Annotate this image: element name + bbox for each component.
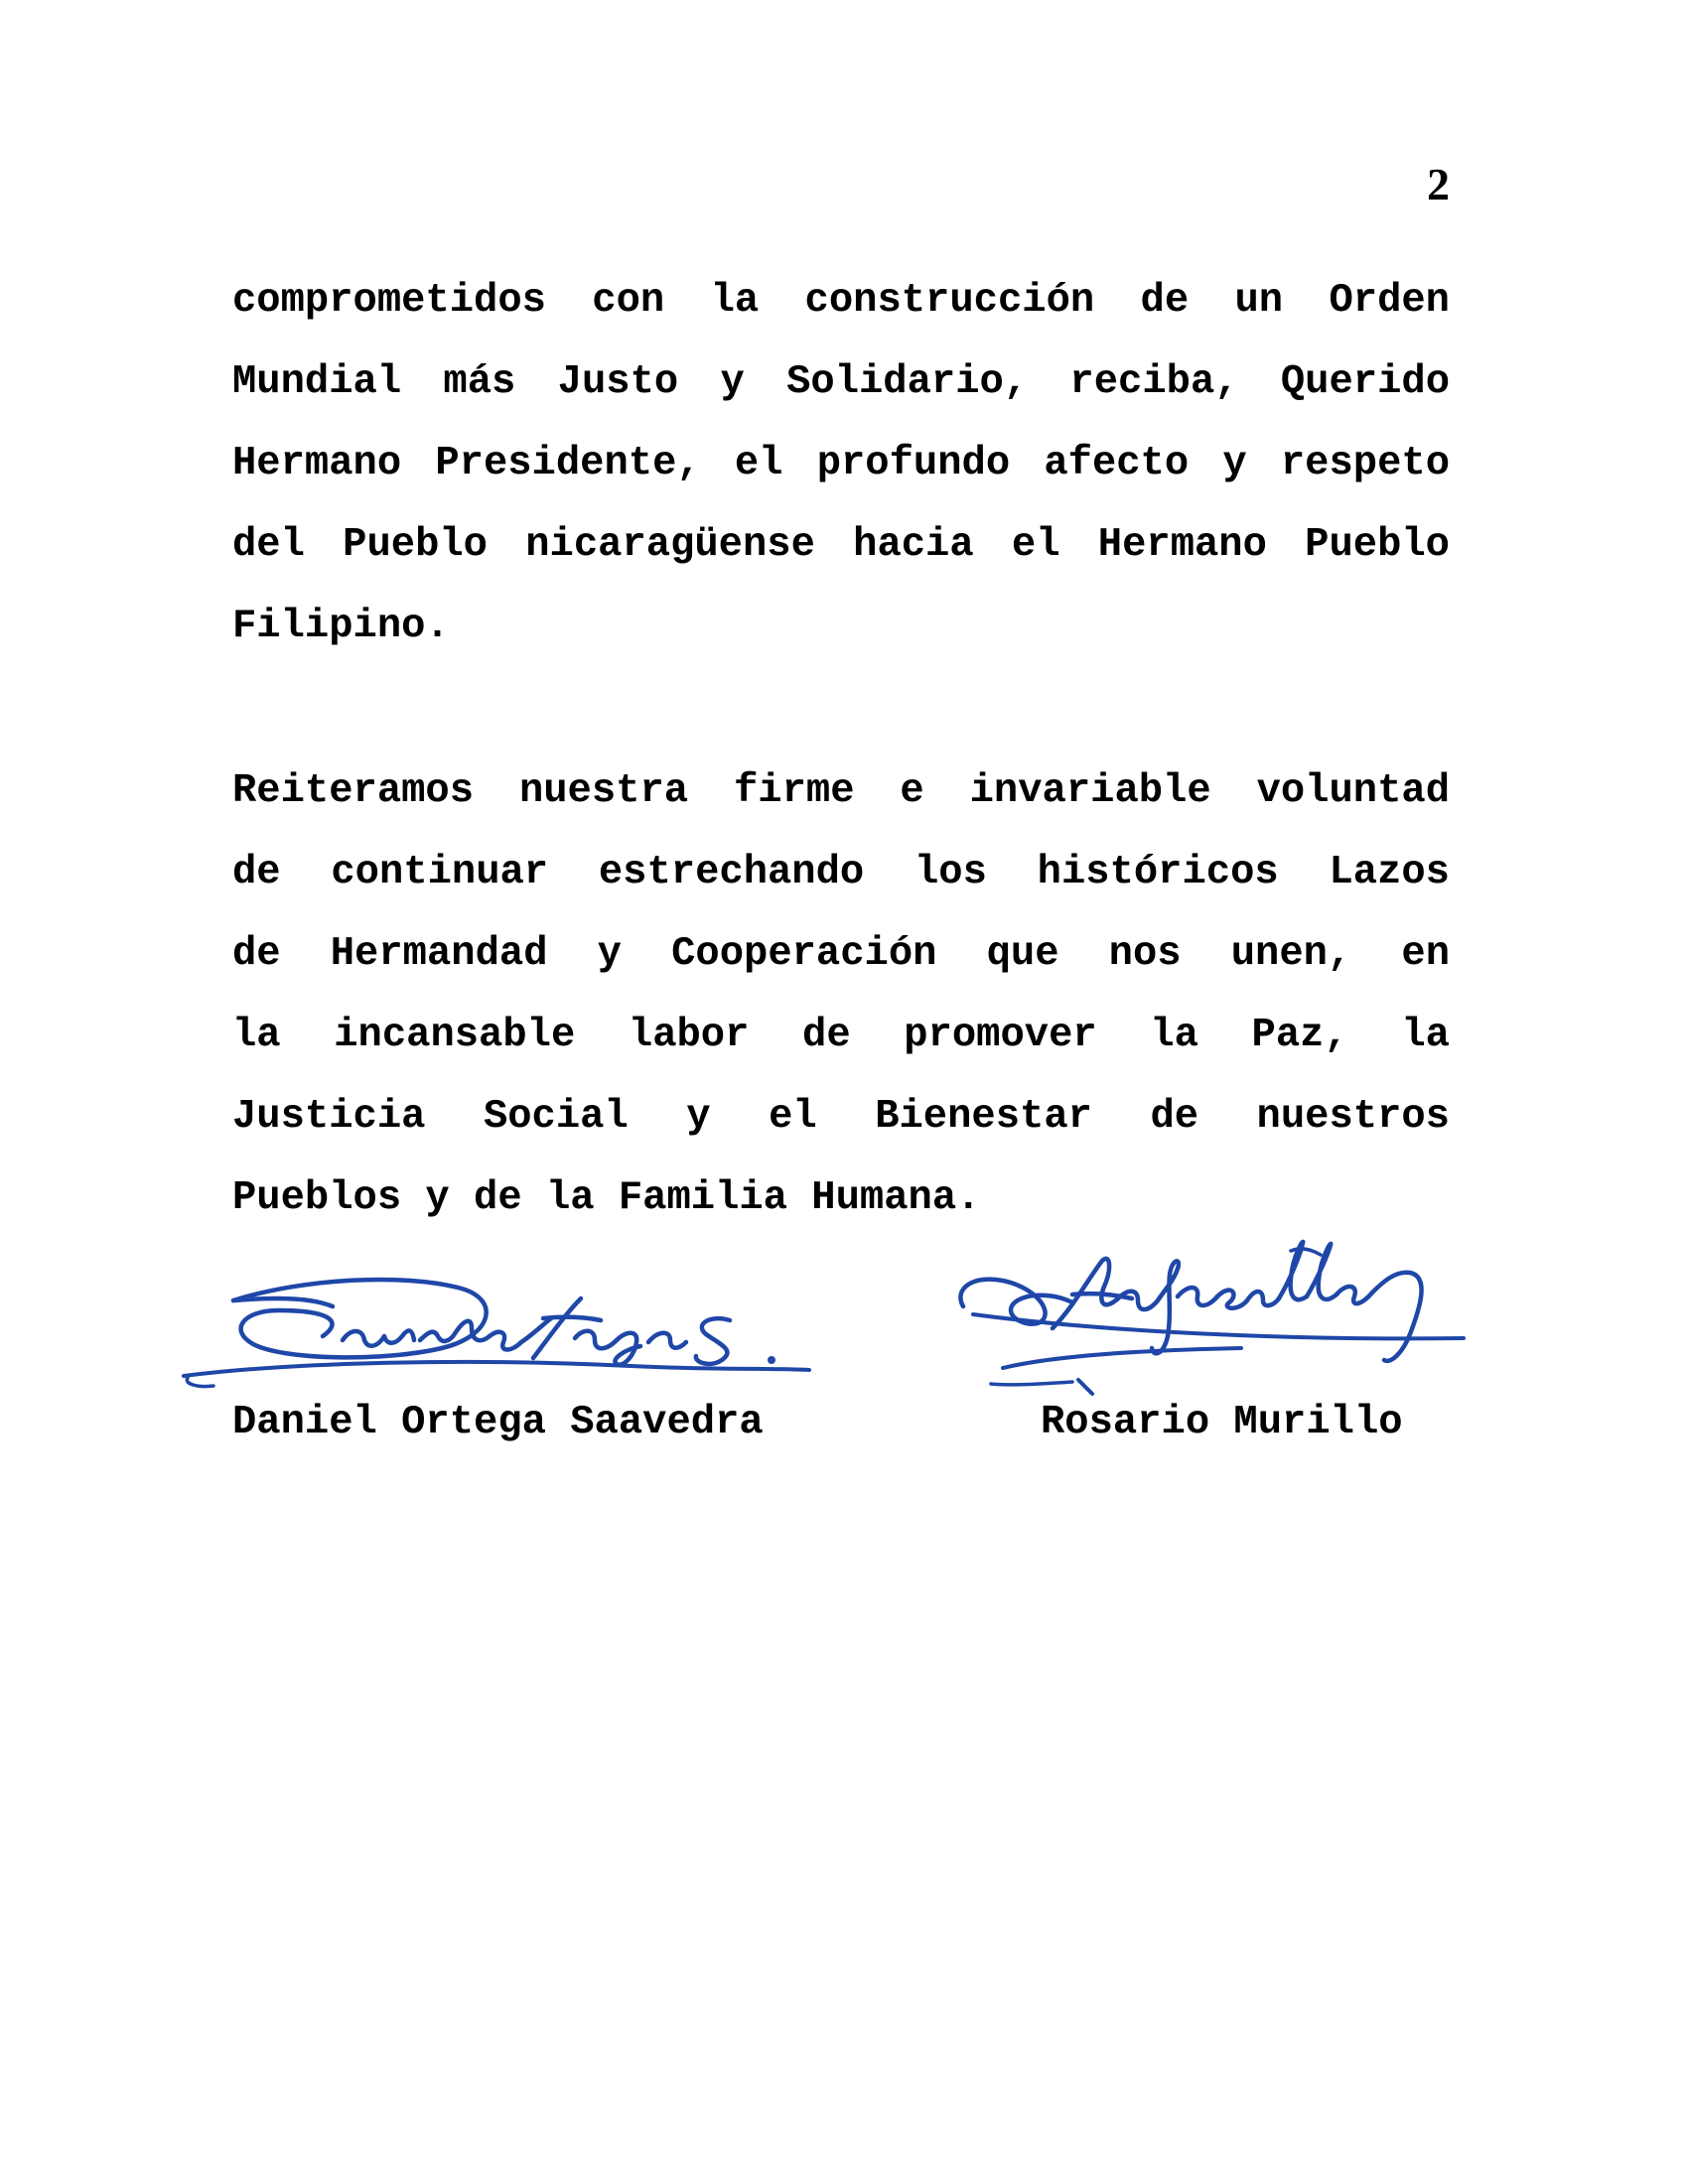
page-number: 2 (1427, 159, 1450, 209)
paragraph-line: Mundial más Justo y Solidario, reciba, Querido (232, 359, 1450, 405)
paragraph-line: Pueblos y de la Familia Humana. (232, 1175, 981, 1221)
paragraph-line: Reiteramos nuestra firme e invariable voluntad (232, 768, 1450, 814)
paragraph-reiteration (232, 751, 1450, 1239)
paragraph-line: de Hermandad y Cooperación que nos unen, en (232, 931, 1450, 977)
paragraph-line: comprometidos con la construcción de un Orden (232, 278, 1450, 324)
paragraph-line: de continuar estrechando los históricos Lazos (232, 850, 1450, 895)
paragraph-line: Justicia Social y el Bienestar de nuestros (232, 1094, 1450, 1140)
paragraph-closing-regards (232, 260, 1450, 667)
signatory-name: Daniel Ortega Saavedra (232, 1400, 764, 1445)
paragraph-line: la incansable labor de promover la Paz, la (232, 1013, 1450, 1058)
signatory-name: Rosario Murillo (1041, 1400, 1403, 1445)
paragraph-line: Filipino. (232, 604, 450, 649)
paragraph-line: del Pueblo nicaragüense hacia el Hermano Pueblo (232, 522, 1450, 568)
paragraph-line: Hermano Presidente, el profundo afecto y respeto (232, 441, 1450, 486)
